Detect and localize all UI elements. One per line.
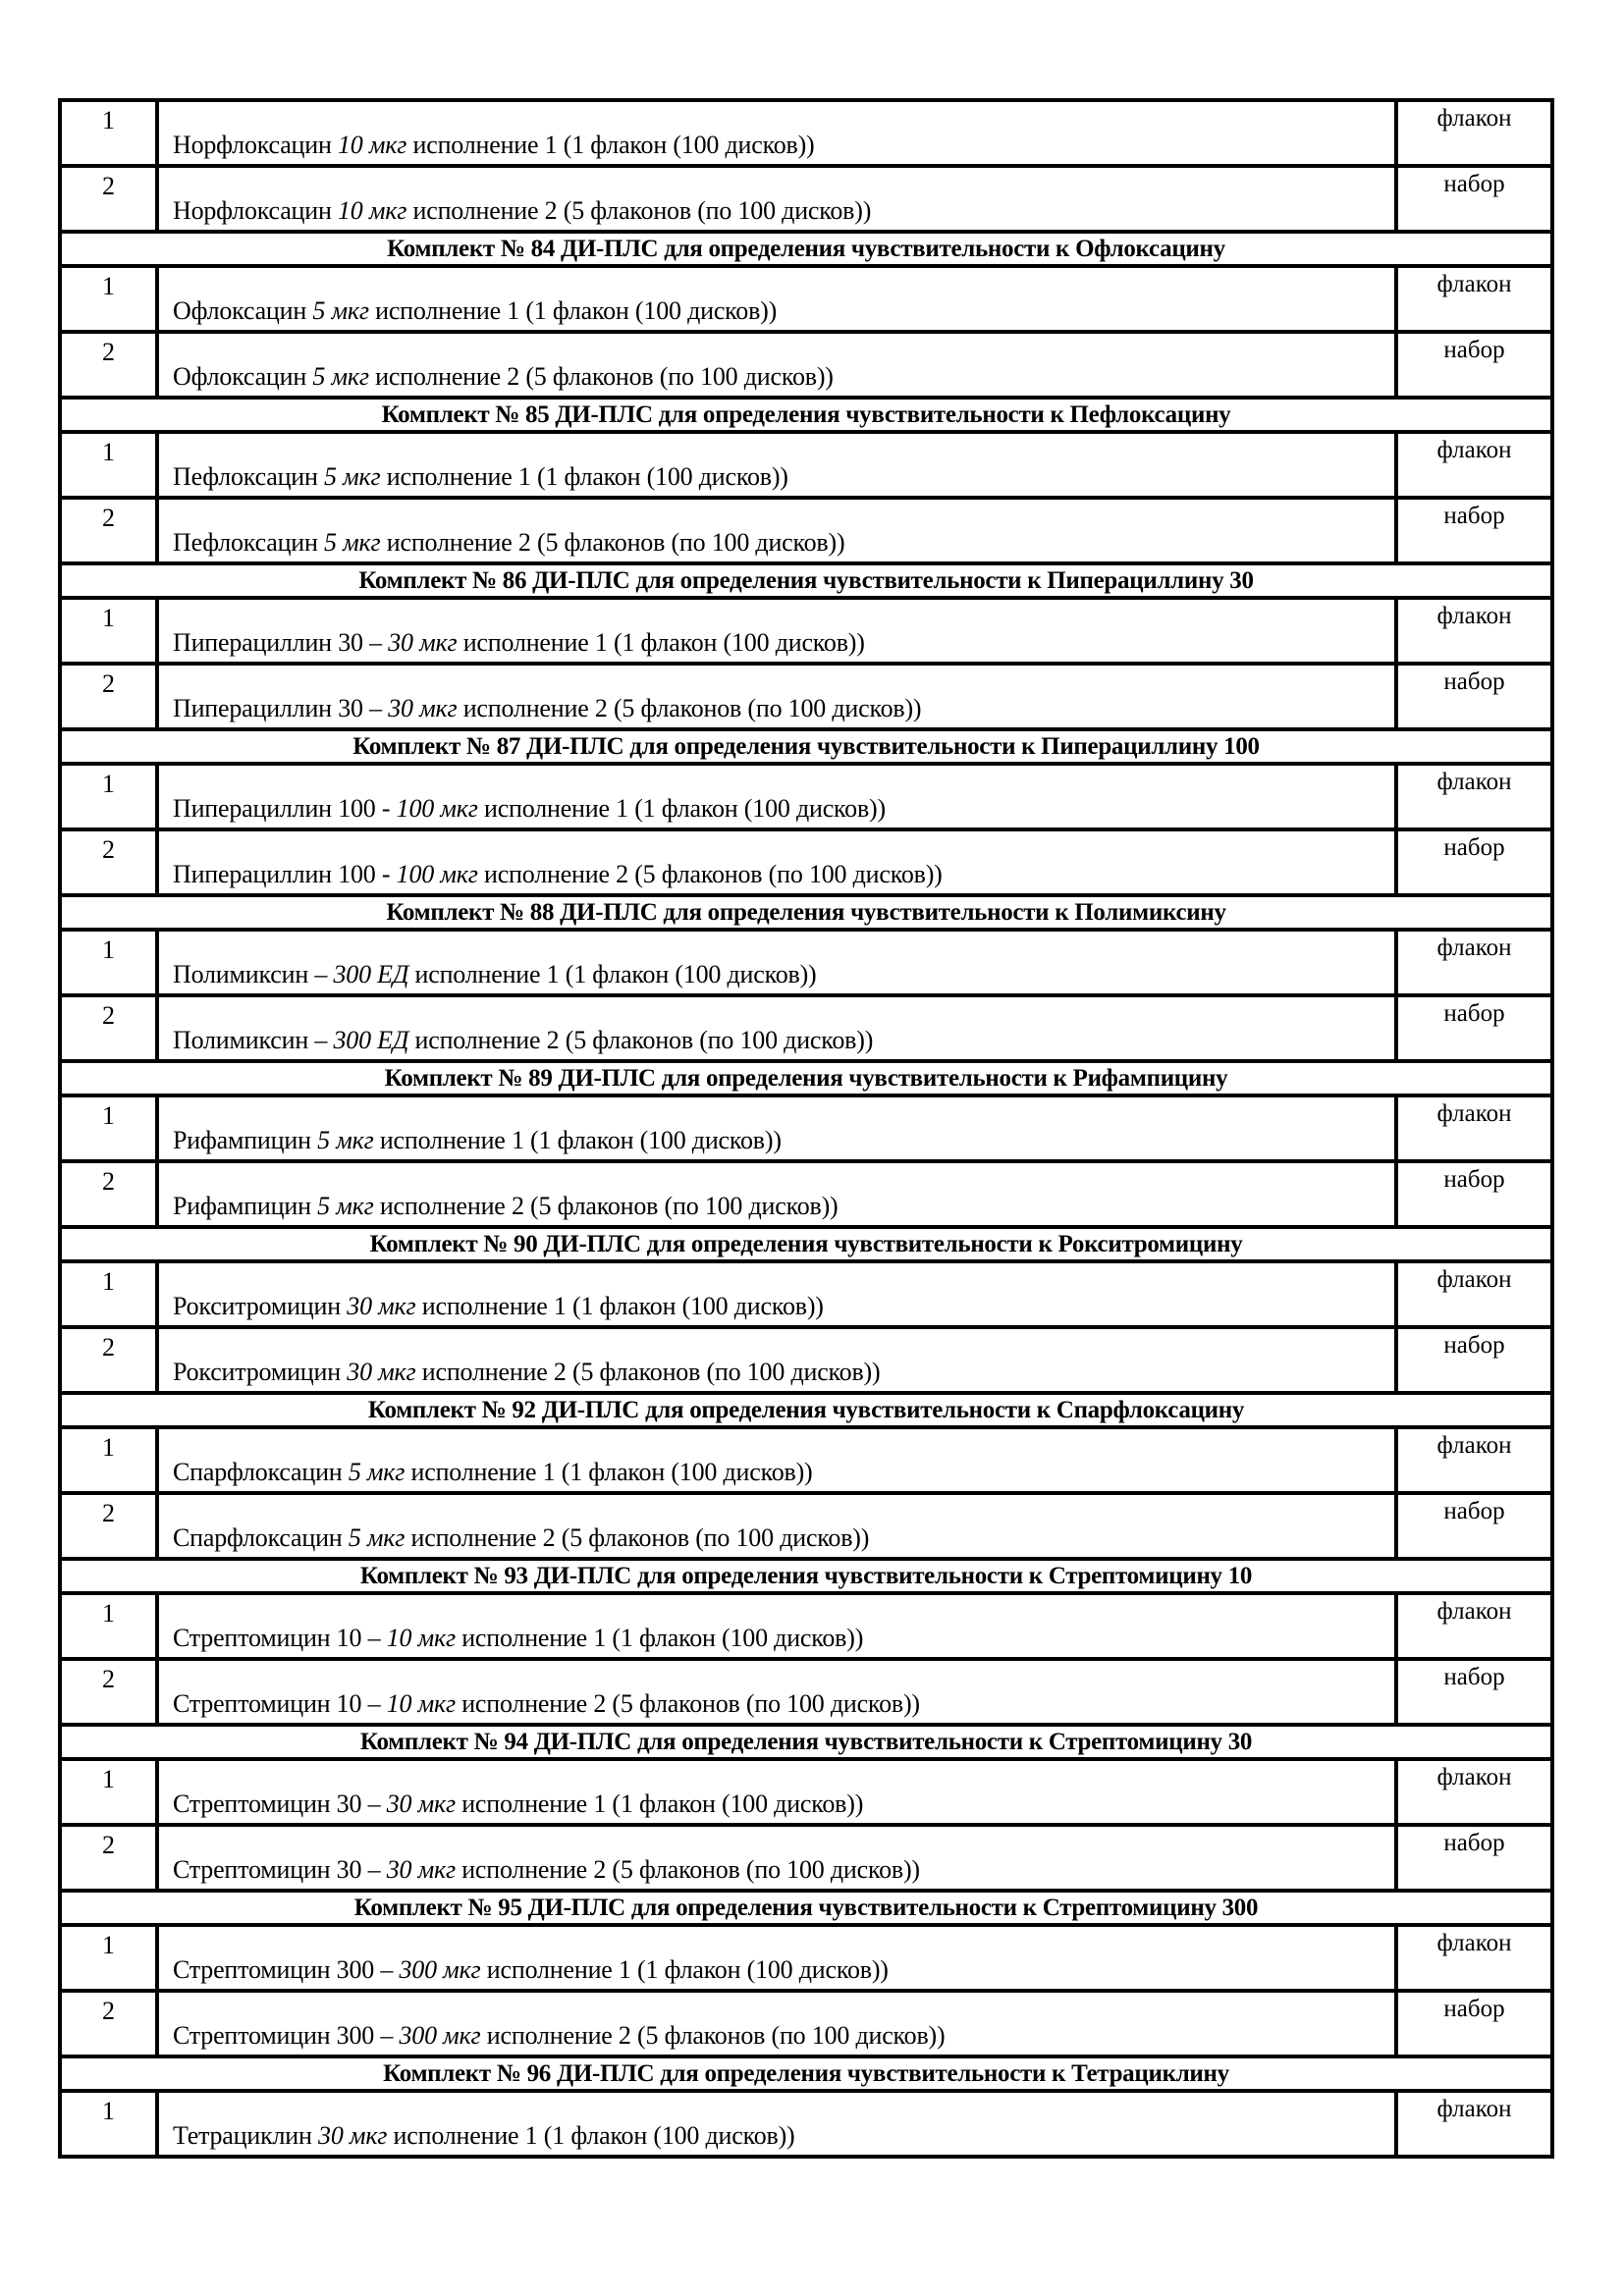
- row-number: 2: [60, 498, 157, 563]
- kit-header-row: [60, 563, 1552, 598]
- row-number: 2: [60, 1991, 157, 2056]
- row-number: 2: [60, 1659, 157, 1725]
- item-description: [157, 930, 1396, 995]
- kit-header: Комплект № 84 ДИ-ПЛС для определения чувствительности к Офлоксацину: [60, 232, 1552, 266]
- item-variant: исполнение 1 (1 флакон (100 дисков)): [414, 960, 817, 988]
- kit-header-row: [60, 1891, 1552, 1925]
- item-variant: исполнение 2 (5 флаконов (по 100 дисков)): [461, 1689, 920, 1718]
- item-description: [157, 764, 1396, 829]
- item-unit: флакон: [1396, 1427, 1552, 1493]
- row-number: 2: [60, 1825, 157, 1891]
- kit-header: Комплект № 85 ДИ-ПЛС для определения чувствительности к Пефлоксацину: [60, 398, 1552, 432]
- row-number: 2: [60, 995, 157, 1061]
- table-row: [60, 1161, 1552, 1227]
- product-table-body: [60, 100, 1552, 2157]
- kit-header: Комплект № 93 ДИ-ПЛС для определения чувствительности к Стрептомицину 10: [60, 1559, 1552, 1593]
- table-row: [60, 598, 1552, 664]
- row-number: 1: [60, 598, 157, 664]
- table-row: [60, 498, 1552, 563]
- item-dose: 30 мкг: [388, 628, 458, 657]
- item-description: [157, 100, 1396, 166]
- item-variant: исполнение 1 (1 флакон (100 дисков)): [379, 1126, 782, 1154]
- kit-header-row: [60, 1725, 1552, 1759]
- row-number: 1: [60, 432, 157, 498]
- item-name: Пиперациллин 100 -: [173, 860, 391, 888]
- item-variant: исполнение 2 (5 флаконов (по 100 дисков)): [461, 1855, 920, 1884]
- item-dose: 5 мкг: [348, 1523, 406, 1552]
- item-unit: набор: [1396, 498, 1552, 563]
- item-dose: 300 мкг: [399, 1955, 481, 1984]
- item-variant: исполнение 2 (5 флаконов (по 100 дисков)): [410, 1523, 870, 1552]
- item-unit: набор: [1396, 332, 1552, 398]
- item-name: Рокситромицин: [173, 1358, 341, 1386]
- item-description: [157, 1427, 1396, 1493]
- item-unit: флакон: [1396, 100, 1552, 166]
- item-name: Стрептомицин 30 –: [173, 1855, 381, 1884]
- item-description: [157, 1925, 1396, 1991]
- item-name: Норфлоксацин: [173, 131, 332, 159]
- item-unit: флакон: [1396, 930, 1552, 995]
- item-variant: исполнение 1 (1 флакон (100 дисков)): [421, 1292, 824, 1320]
- item-variant: исполнение 2 (5 флаконов (по 100 дисков)): [375, 362, 834, 391]
- kit-header: Комплект № 86 ДИ-ПЛС для определения чувствительности к Пиперациллину 30: [60, 563, 1552, 598]
- table-row: [60, 1493, 1552, 1559]
- item-variant: исполнение 1 (1 флакон (100 дисков)): [412, 131, 815, 159]
- kit-header: Комплект № 89 ДИ-ПЛС для определения чувствительности к Рифампицину: [60, 1061, 1552, 1095]
- kit-header-row: [60, 895, 1552, 930]
- row-number: 2: [60, 829, 157, 895]
- item-description: [157, 332, 1396, 398]
- row-number: 1: [60, 1261, 157, 1327]
- item-dose: 10 мкг: [338, 196, 407, 225]
- item-unit: набор: [1396, 1825, 1552, 1891]
- item-name: Стрептомицин 300 –: [173, 2021, 394, 2050]
- item-unit: набор: [1396, 1991, 1552, 2056]
- row-number: 2: [60, 1493, 157, 1559]
- kit-header: Комплект № 87 ДИ-ПЛС для определения чувствительности к Пиперациллину 100: [60, 729, 1552, 764]
- row-number: 2: [60, 166, 157, 232]
- table-row: [60, 829, 1552, 895]
- item-name: Тетрациклин: [173, 2121, 312, 2150]
- item-dose: 5 мкг: [324, 528, 381, 557]
- row-number: 2: [60, 1327, 157, 1393]
- item-unit: флакон: [1396, 598, 1552, 664]
- item-dose: 300 ЕД: [333, 1026, 409, 1054]
- item-dose: 30 мкг: [386, 1855, 456, 1884]
- row-number: 1: [60, 100, 157, 166]
- item-description: [157, 1161, 1396, 1227]
- table-row: [60, 1991, 1552, 2056]
- row-number: 1: [60, 930, 157, 995]
- item-description: [157, 1261, 1396, 1327]
- item-name: Спарфлоксацин: [173, 1458, 343, 1486]
- kit-header-row: [60, 729, 1552, 764]
- item-variant: исполнение 1 (1 флакон (100 дисков)): [462, 628, 865, 657]
- item-unit: флакон: [1396, 764, 1552, 829]
- item-name: Пиперациллин 30 –: [173, 694, 382, 722]
- kit-header-row: [60, 1061, 1552, 1095]
- item-dose: 5 мкг: [312, 296, 369, 325]
- item-name: Норфлоксацин: [173, 196, 332, 225]
- item-description: [157, 1759, 1396, 1825]
- item-variant: исполнение 2 (5 флаконов (по 100 дисков)): [386, 528, 845, 557]
- product-table: [58, 98, 1554, 2159]
- item-name: Офлоксацин: [173, 296, 307, 325]
- item-description: [157, 432, 1396, 498]
- row-number: 1: [60, 764, 157, 829]
- item-description: [157, 829, 1396, 895]
- item-unit: флакон: [1396, 2091, 1552, 2157]
- kit-header-row: [60, 1393, 1552, 1427]
- row-number: 2: [60, 664, 157, 729]
- row-number: 1: [60, 266, 157, 332]
- item-name: Стрептомицин 10 –: [173, 1689, 381, 1718]
- table-row: [60, 266, 1552, 332]
- item-description: [157, 598, 1396, 664]
- item-dose: 5 мкг: [317, 1192, 374, 1220]
- item-dose: 100 мкг: [396, 860, 478, 888]
- item-variant: исполнение 2 (5 флаконов (по 100 дисков)): [421, 1358, 881, 1386]
- item-dose: 30 мкг: [318, 2121, 388, 2150]
- table-row: [60, 1327, 1552, 1393]
- item-description: [157, 266, 1396, 332]
- item-name: Пефлоксацин: [173, 462, 318, 491]
- kit-header: Комплект № 94 ДИ-ПЛС для определения чувствительности к Стрептомицину 30: [60, 1725, 1552, 1759]
- table-row: [60, 995, 1552, 1061]
- item-name: Стрептомицин 300 –: [173, 1955, 394, 1984]
- item-description: [157, 1095, 1396, 1161]
- item-name: Спарфлоксацин: [173, 1523, 343, 1552]
- item-unit: набор: [1396, 995, 1552, 1061]
- row-number: 1: [60, 1925, 157, 1991]
- item-unit: набор: [1396, 829, 1552, 895]
- item-variant: исполнение 2 (5 флаконов (по 100 дисков)): [379, 1192, 839, 1220]
- row-number: 1: [60, 2091, 157, 2157]
- item-dose: 30 мкг: [388, 694, 458, 722]
- item-unit: флакон: [1396, 1095, 1552, 1161]
- item-dose: 5 мкг: [312, 362, 369, 391]
- item-unit: набор: [1396, 1327, 1552, 1393]
- item-unit: флакон: [1396, 1759, 1552, 1825]
- table-row: [60, 1095, 1552, 1161]
- table-row: [60, 664, 1552, 729]
- item-description: [157, 1825, 1396, 1891]
- item-name: Пиперациллин 30 –: [173, 628, 382, 657]
- item-dose: 30 мкг: [386, 1789, 456, 1818]
- table-row: [60, 1825, 1552, 1891]
- item-variant: исполнение 2 (5 флаконов (по 100 дисков)): [483, 860, 943, 888]
- kit-header: Комплект № 88 ДИ-ПЛС для определения чувствительности к Полимиксину: [60, 895, 1552, 930]
- item-dose: 10 мкг: [386, 1624, 456, 1652]
- row-number: 2: [60, 332, 157, 398]
- item-description: [157, 1327, 1396, 1393]
- item-unit: флакон: [1396, 1593, 1552, 1659]
- item-name: Офлоксацин: [173, 362, 307, 391]
- item-unit: набор: [1396, 664, 1552, 729]
- kit-header-row: [60, 1559, 1552, 1593]
- table-row: [60, 1593, 1552, 1659]
- item-unit: набор: [1396, 1161, 1552, 1227]
- item-variant: исполнение 1 (1 флакон (100 дисков)): [461, 1624, 864, 1652]
- item-variant: исполнение 2 (5 флаконов (по 100 дисков)): [412, 196, 872, 225]
- item-name: Рокситромицин: [173, 1292, 341, 1320]
- item-description: [157, 995, 1396, 1061]
- item-name: Полимиксин –: [173, 1026, 328, 1054]
- row-number: 1: [60, 1759, 157, 1825]
- item-dose: 100 мкг: [396, 794, 478, 823]
- row-number: 1: [60, 1593, 157, 1659]
- item-description: [157, 2091, 1396, 2157]
- table-row: [60, 1427, 1552, 1493]
- table-row: [60, 1261, 1552, 1327]
- item-variant: исполнение 2 (5 флаконов (по 100 дисков)): [414, 1026, 874, 1054]
- item-description: [157, 1659, 1396, 1725]
- item-description: [157, 1593, 1396, 1659]
- item-name: Полимиксин –: [173, 960, 328, 988]
- item-variant: исполнение 1 (1 флакон (100 дисков)): [410, 1458, 813, 1486]
- kit-header-row: [60, 398, 1552, 432]
- item-name: Пиперациллин 100 -: [173, 794, 391, 823]
- item-unit: набор: [1396, 166, 1552, 232]
- item-variant: исполнение 1 (1 флакон (100 дисков)): [486, 1955, 889, 1984]
- item-variant: исполнение 1 (1 флакон (100 дисков)): [483, 794, 886, 823]
- row-number: 1: [60, 1427, 157, 1493]
- item-unit: набор: [1396, 1493, 1552, 1559]
- item-dose: 5 мкг: [348, 1458, 406, 1486]
- table-row: [60, 332, 1552, 398]
- table-row: [60, 764, 1552, 829]
- kit-header-row: [60, 1227, 1552, 1261]
- item-name: Рифампицин: [173, 1192, 311, 1220]
- kit-header: Комплект № 92 ДИ-ПЛС для определения чувствительности к Спарфлоксацину: [60, 1393, 1552, 1427]
- item-variant: исполнение 1 (1 флакон (100 дисков)): [461, 1789, 864, 1818]
- item-dose: 5 мкг: [324, 462, 381, 491]
- item-description: [157, 498, 1396, 563]
- table-row: [60, 930, 1552, 995]
- item-unit: флакон: [1396, 432, 1552, 498]
- row-number: 2: [60, 1161, 157, 1227]
- item-variant: исполнение 2 (5 флаконов (по 100 дисков)): [462, 694, 922, 722]
- kit-header-row: [60, 232, 1552, 266]
- table-row: [60, 1659, 1552, 1725]
- kit-header: Комплект № 95 ДИ-ПЛС для определения чувствительности к Стрептомицину 300: [60, 1891, 1552, 1925]
- table-row: [60, 1759, 1552, 1825]
- item-name: Стрептомицин 10 –: [173, 1624, 381, 1652]
- table-row: [60, 2091, 1552, 2157]
- item-dose: 300 мкг: [399, 2021, 481, 2050]
- item-unit: флакон: [1396, 266, 1552, 332]
- table-row: [60, 1925, 1552, 1991]
- item-variant: исполнение 1 (1 флакон (100 дисков)): [393, 2121, 795, 2150]
- kit-header-row: [60, 2056, 1552, 2091]
- item-dose: 5 мкг: [317, 1126, 374, 1154]
- item-name: Стрептомицин 30 –: [173, 1789, 381, 1818]
- item-variant: исполнение 1 (1 флакон (100 дисков)): [375, 296, 778, 325]
- item-dose: 30 мкг: [347, 1358, 416, 1386]
- item-dose: 300 ЕД: [333, 960, 409, 988]
- item-unit: флакон: [1396, 1925, 1552, 1991]
- item-name: Рифампицин: [173, 1126, 311, 1154]
- item-dose: 10 мкг: [386, 1689, 456, 1718]
- item-description: [157, 1493, 1396, 1559]
- kit-header: Комплект № 90 ДИ-ПЛС для определения чувствительности к Рокситромицину: [60, 1227, 1552, 1261]
- row-number: 1: [60, 1095, 157, 1161]
- table-row: [60, 166, 1552, 232]
- item-variant: исполнение 2 (5 флаконов (по 100 дисков)): [486, 2021, 946, 2050]
- item-unit: набор: [1396, 1659, 1552, 1725]
- item-variant: исполнение 1 (1 флакон (100 дисков)): [386, 462, 788, 491]
- kit-header: Комплект № 96 ДИ-ПЛС для определения чувствительности к Тетрациклину: [60, 2056, 1552, 2091]
- item-description: [157, 664, 1396, 729]
- item-dose: 30 мкг: [347, 1292, 416, 1320]
- item-description: [157, 166, 1396, 232]
- item-dose: 10 мкг: [338, 131, 407, 159]
- item-description: [157, 1991, 1396, 2056]
- table-row: [60, 432, 1552, 498]
- item-name: Пефлоксацин: [173, 528, 318, 557]
- item-unit: флакон: [1396, 1261, 1552, 1327]
- table-row: [60, 100, 1552, 166]
